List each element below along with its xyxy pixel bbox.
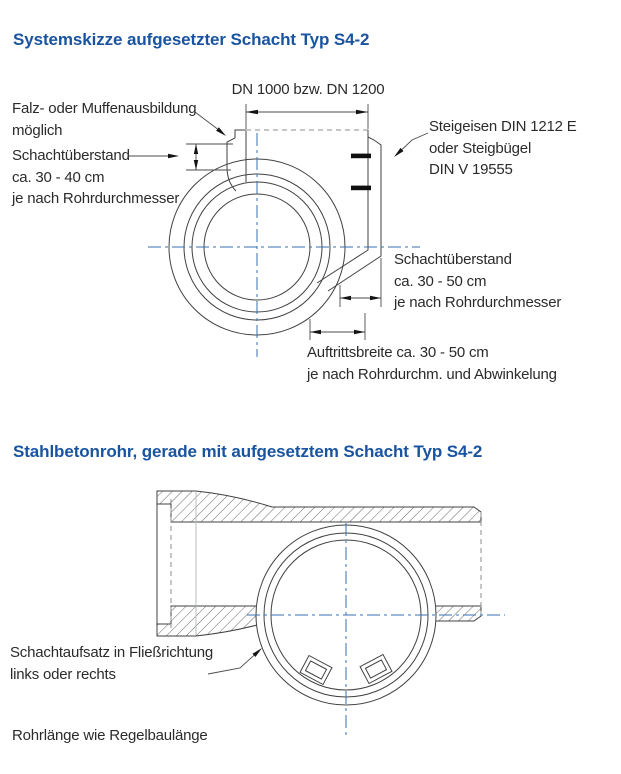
dimension-dn [246,104,368,129]
leader-steigeisen [394,133,428,157]
auftrittsbreite-label: Auftrittsbreite ca. 30 - 50 cm je nach Rohrdurchm. und Abwinkelung [307,344,557,383]
section1-title: Systemskizze aufgesetzter Schacht Typ S4-2 [13,30,370,49]
dimension-auftrittsbreite [310,313,365,340]
dimension-ueberstand-right [340,258,381,307]
leader-schachtaufsatz [208,648,262,674]
schachtaufsatz-label: Schachtaufsatz in Fließrichtung links oder rechts [10,644,214,683]
section2-title: Stahlbetonrohr, gerade mit aufgesetztem Schacht Typ S4-2 [13,442,483,461]
leader-falz [195,112,226,136]
dn-dimension-label: DN 1000 bzw. DN 1200 [231,81,385,98]
shaft-cross-section-drawing [169,130,381,335]
falz-label: Falz- oder Muffenausbildung möglich [12,100,197,139]
ueberstand-left-label: Schachtüberstand ca. 30 - 40 cm je nach Rohrdurchmesser [12,147,180,207]
rohrlaenge-label: Rohrlänge wie Regelbaulänge [12,727,208,744]
steigeisen-label: Steigeisen DIN 1212 E oder Steigbügel DIN V 19555 [429,118,577,178]
ueberstand-right-label: Schachtüberstand ca. 30 - 50 cm je nach Rohrdurchmesser [394,251,562,311]
centerlines-top [148,133,420,357]
